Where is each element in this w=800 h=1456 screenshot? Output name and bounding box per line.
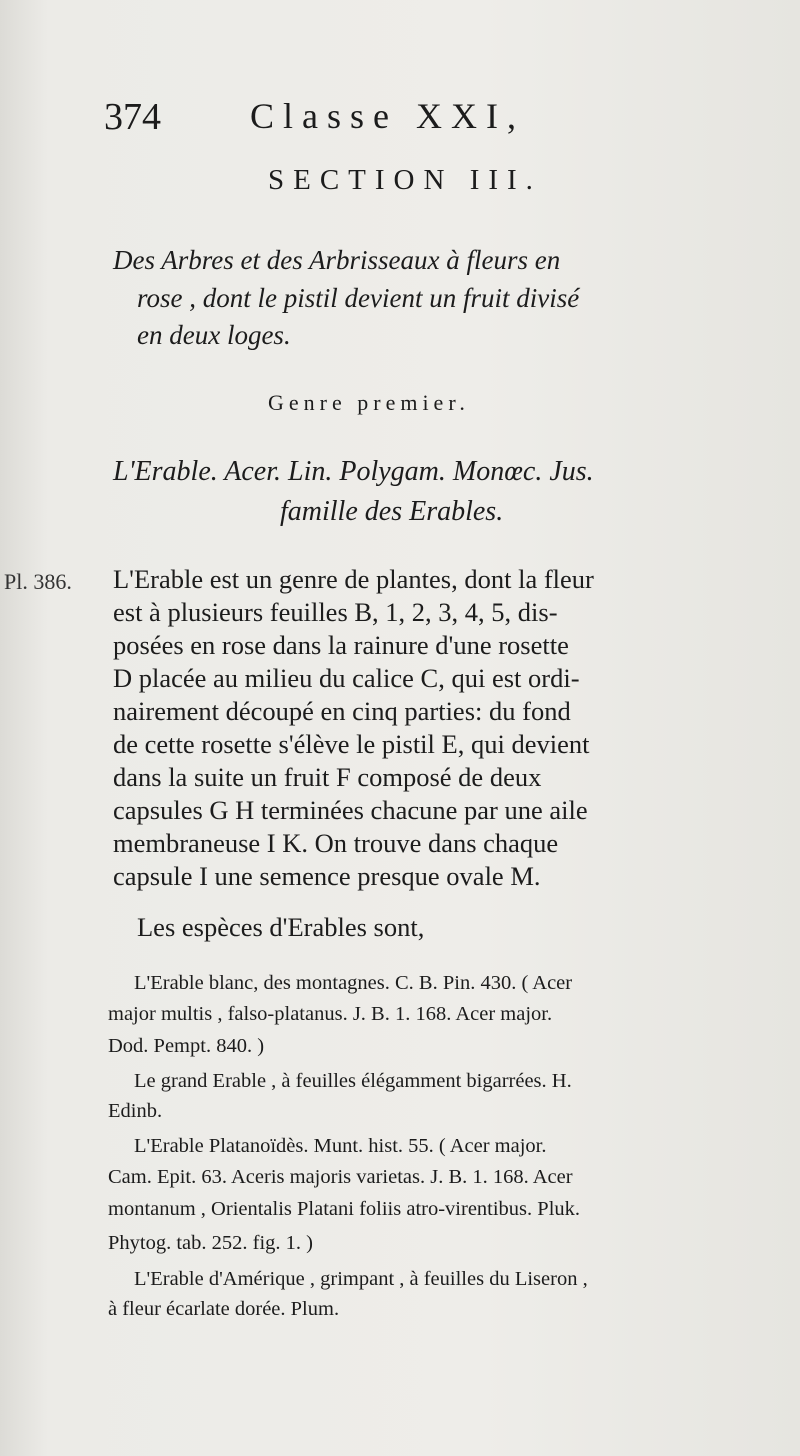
species-line: major multis , falso-platanus. J. B. 1. 168. Acer major. <box>108 1003 553 1025</box>
genus-entry-line-1: L'Erable. Acer. Lin. Polygam. Monœc. Jus. <box>113 456 594 487</box>
section-title-line-1: Des Arbres et des Arbrisseaux à fleurs en <box>113 245 561 275</box>
page-number: 374 <box>104 96 161 138</box>
description-line: capsules G H terminées chacune par une aile <box>113 795 588 825</box>
description-line: dans la suite un fruit F composé de deux <box>113 762 542 792</box>
section-title-line-2: rose , dont le pistil devient un fruit divisé <box>137 283 580 313</box>
description-line: est à plusieurs feuilles B, 1, 2, 3, 4, 5, dis- <box>113 597 558 627</box>
species-intro: Les espèces d'Erables sont, <box>137 912 425 942</box>
species-line: Phytog. tab. 252. fig. 1. ) <box>108 1232 313 1254</box>
description-line: D placée au milieu du calice C, qui est ordi- <box>113 663 580 693</box>
species-line: L'Erable Platanoïdès. Munt. hist. 55. ( Acer major. <box>134 1135 547 1157</box>
description-line: L'Erable est un genre de plantes, dont la fleur <box>113 564 594 594</box>
running-head-classe: Classe XXI, <box>250 96 525 136</box>
description-line: membraneuse I K. On trouve dans chaque <box>113 828 559 858</box>
genre-heading: Genre premier. <box>268 390 470 415</box>
genus-entry-line-2: famille des Erables. <box>280 496 504 527</box>
section-heading: SECTION III. <box>268 164 542 196</box>
species-line: à fleur écarlate dorée. Plum. <box>108 1298 340 1320</box>
description-line: capsule I une semence presque ovale M. <box>113 861 541 891</box>
species-line: Dod. Pempt. 840. ) <box>108 1035 265 1057</box>
species-line: Edinb. <box>108 1100 163 1122</box>
species-line: Le grand Erable , à feuilles élégamment bigarrées. H. <box>134 1070 572 1092</box>
species-line: montanum , Orientalis Platani foliis atro-virentibus. Pluk. <box>108 1198 581 1220</box>
species-line: Cam. Epit. 63. Aceris majoris varietas. J. B. 1. 168. Acer <box>108 1166 573 1188</box>
plate-reference: Pl. 386. <box>4 569 72 594</box>
description-line: posées en rose dans la rainure d'une rosette <box>113 630 569 660</box>
species-line: L'Erable blanc, des montagnes. C. B. Pin. 430. ( Acer <box>134 972 573 994</box>
species-line: L'Erable d'Amérique , grimpant , à feuilles du Liseron , <box>134 1268 588 1290</box>
description-line: nairement découpé en cinq parties: du fond <box>113 696 571 726</box>
description-line: de cette rosette s'élève le pistil E, qui devient <box>113 729 590 759</box>
section-title-line-3: en deux loges. <box>137 320 291 350</box>
